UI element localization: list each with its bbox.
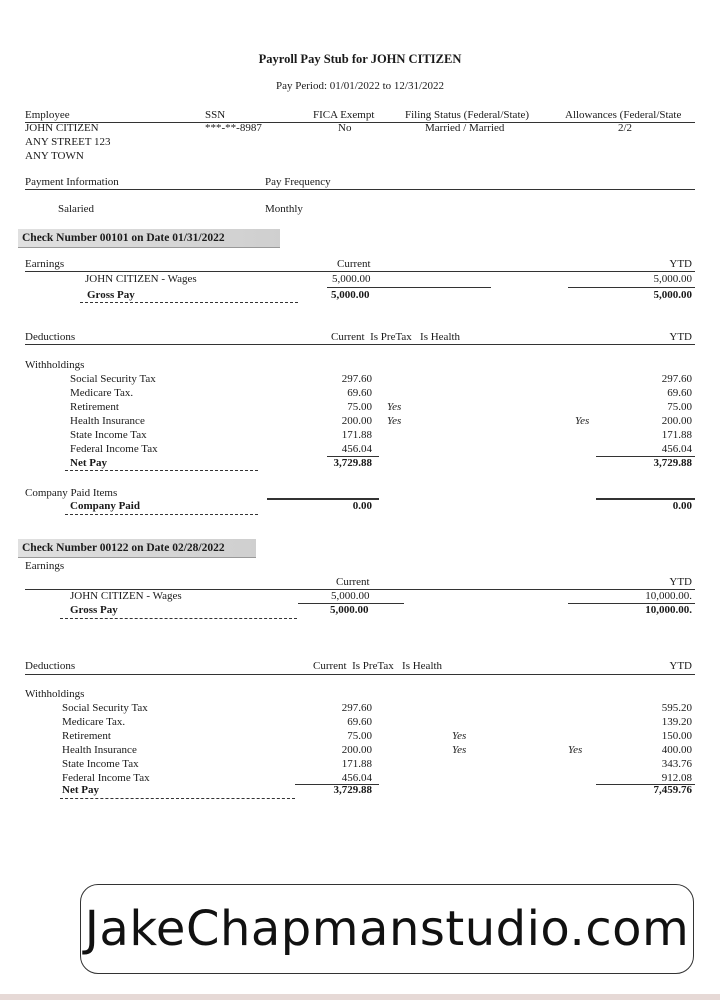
table-row bbox=[0, 771, 720, 785]
check-2-earnings-label: Earnings bbox=[25, 560, 65, 572]
fica-value: No bbox=[338, 122, 352, 134]
check-1-deductions-label: Deductions bbox=[25, 331, 76, 343]
check-1-deduction-headers: Current Is PreTax Is Health bbox=[331, 331, 461, 343]
table-row bbox=[0, 400, 720, 414]
row-label: Retirement bbox=[70, 401, 119, 413]
footer-bar bbox=[0, 994, 720, 1000]
check-2-withholdings-label: Withholdings bbox=[25, 688, 85, 700]
check-1-gross-label: Gross Pay bbox=[87, 289, 135, 301]
watermark-banner: JakeChapmanstudio.com bbox=[80, 884, 694, 974]
row-health: Yes bbox=[568, 744, 583, 756]
check-2-deductions-label: Deductions bbox=[25, 660, 76, 672]
payment-info-label: Payment Information bbox=[25, 176, 119, 188]
check-2-gross-label: Gross Pay bbox=[70, 604, 118, 616]
row-label: Social Security Tax bbox=[70, 373, 156, 385]
pay-period: Pay Period: 01/01/2022 to 12/31/2022 bbox=[275, 80, 445, 92]
pay-frequency: Monthly bbox=[265, 203, 303, 215]
check-2-gross-current: 5,000.00 bbox=[330, 604, 369, 616]
table-row bbox=[0, 743, 720, 757]
check-1-banner: Check Number 00101 on Date 01/31/2022 bbox=[18, 229, 280, 248]
row-ytd: 400.00 bbox=[661, 744, 692, 756]
table-row bbox=[0, 442, 720, 456]
table-row bbox=[0, 757, 720, 771]
row-current: 171.88 bbox=[341, 429, 372, 441]
check-2-current-header: Current bbox=[336, 576, 370, 588]
table-row bbox=[0, 372, 720, 386]
row-ytd: 139.20 bbox=[661, 716, 692, 728]
check-2-net-pay-ytd: 7,459.76 bbox=[653, 784, 692, 796]
table-row bbox=[0, 729, 720, 743]
row-pretax: Yes bbox=[452, 744, 467, 756]
check-2-ytd-header: YTD bbox=[669, 576, 692, 588]
row-ytd: 912.08 bbox=[661, 772, 692, 784]
check-1-gross-ytd: 5,000.00 bbox=[653, 289, 692, 301]
check-2-gross-ytd: 10,000.00. bbox=[645, 604, 692, 616]
employee-town: ANY TOWN bbox=[25, 150, 84, 162]
row-ytd: 595.20 bbox=[661, 702, 692, 714]
row-ytd: 297.60 bbox=[661, 373, 692, 385]
row-label: Social Security Tax bbox=[62, 702, 148, 714]
filing-header: Filing Status (Federal/State) bbox=[405, 109, 530, 121]
row-label: Health Insurance bbox=[62, 744, 137, 756]
row-pretax: Yes bbox=[387, 415, 402, 427]
row-current: 297.60 bbox=[341, 702, 372, 714]
row-label: Medicare Tax. bbox=[62, 716, 126, 728]
check-1-wages-current: 5,000.00 bbox=[332, 273, 371, 285]
check-1-net-pay-ytd: 3,729.88 bbox=[653, 457, 692, 469]
employee-name: JOHN CITIZEN bbox=[25, 122, 99, 134]
table-row bbox=[0, 386, 720, 400]
company-paid-label: Company Paid bbox=[70, 500, 140, 512]
filing-value: Married / Married bbox=[425, 122, 505, 134]
company-paid-items-label: Company Paid Items bbox=[25, 487, 118, 499]
check-1-deductions-ytd-header: YTD bbox=[669, 331, 692, 343]
company-paid-current: 0.00 bbox=[352, 500, 372, 512]
table-row bbox=[0, 428, 720, 442]
row-current: 297.60 bbox=[341, 373, 372, 385]
check-1-earnings-label: Earnings bbox=[25, 258, 65, 270]
company-paid-ytd: 0.00 bbox=[672, 500, 692, 512]
ssn-header: SSN bbox=[205, 109, 226, 121]
check-2-banner: Check Number 00122 on Date 02/28/2022 bbox=[18, 539, 256, 558]
row-pretax: Yes bbox=[452, 730, 467, 742]
row-label: Federal Income Tax bbox=[70, 443, 158, 455]
allowances-header: Allowances (Federal/State bbox=[565, 109, 682, 121]
table-row bbox=[0, 414, 720, 428]
check-1-wages-label: JOHN CITIZEN - Wages bbox=[85, 273, 197, 285]
check-2-net-pay-label: Net Pay bbox=[62, 784, 99, 796]
check-1-wages-ytd: 5,000.00 bbox=[653, 273, 692, 285]
check-2-deductions-ytd-header: YTD bbox=[669, 660, 692, 672]
row-pretax: Yes bbox=[387, 401, 402, 413]
fica-header: FICA Exempt bbox=[313, 109, 375, 121]
row-ytd: 456.04 bbox=[661, 443, 692, 455]
row-label: State Income Tax bbox=[70, 429, 147, 441]
check-2-deduction-headers: Current Is PreTax Is Health bbox=[313, 660, 443, 672]
row-label: Health Insurance bbox=[70, 415, 145, 427]
page-title: Payroll Pay Stub for JOHN CITIZEN bbox=[258, 52, 462, 66]
row-ytd: 171.88 bbox=[661, 429, 692, 441]
check-1-net-pay-current: 3,729.88 bbox=[333, 457, 372, 469]
row-ytd: 75.00 bbox=[667, 401, 692, 413]
row-current: 200.00 bbox=[341, 415, 372, 427]
row-ytd: 200.00 bbox=[661, 415, 692, 427]
row-health: Yes bbox=[575, 415, 590, 427]
row-current: 69.60 bbox=[347, 716, 372, 728]
check-1-ytd-header: YTD bbox=[669, 258, 692, 270]
table-row bbox=[0, 715, 720, 729]
row-current: 75.00 bbox=[347, 730, 372, 742]
check-1-withholdings-label: Withholdings bbox=[25, 359, 85, 371]
row-current: 200.00 bbox=[341, 744, 372, 756]
row-current: 75.00 bbox=[347, 401, 372, 413]
check-1-current-header: Current bbox=[337, 258, 371, 270]
check-1-net-pay-label: Net Pay bbox=[70, 457, 107, 469]
check-2-wages-ytd: 10,000.00. bbox=[645, 590, 692, 602]
check-2-wages-current: 5,000.00 bbox=[331, 590, 370, 602]
employee-street: ANY STREET 123 bbox=[25, 136, 111, 148]
check-2-net-pay-current: 3,729.88 bbox=[333, 784, 372, 796]
check-2-wages-label: JOHN CITIZEN - Wages bbox=[70, 590, 182, 602]
employee-header: Employee bbox=[25, 109, 70, 121]
check-1-gross-current: 5,000.00 bbox=[331, 289, 370, 301]
row-label: Medicare Tax. bbox=[70, 387, 134, 399]
row-ytd: 343.76 bbox=[661, 758, 692, 770]
row-label: Retirement bbox=[62, 730, 111, 742]
row-ytd: 69.60 bbox=[667, 387, 692, 399]
row-current: 456.04 bbox=[341, 443, 372, 455]
row-label: Federal Income Tax bbox=[62, 772, 150, 784]
row-label: State Income Tax bbox=[62, 758, 139, 770]
payment-type: Salaried bbox=[58, 203, 95, 215]
pay-frequency-label: Pay Frequency bbox=[265, 176, 331, 188]
ssn-value: ***-**-8987 bbox=[205, 122, 262, 134]
row-ytd: 150.00 bbox=[661, 730, 692, 742]
row-current: 171.88 bbox=[341, 758, 372, 770]
row-current: 69.60 bbox=[347, 387, 372, 399]
row-current: 456.04 bbox=[341, 772, 372, 784]
allowances-value: 2/2 bbox=[618, 122, 633, 134]
table-row bbox=[0, 701, 720, 715]
